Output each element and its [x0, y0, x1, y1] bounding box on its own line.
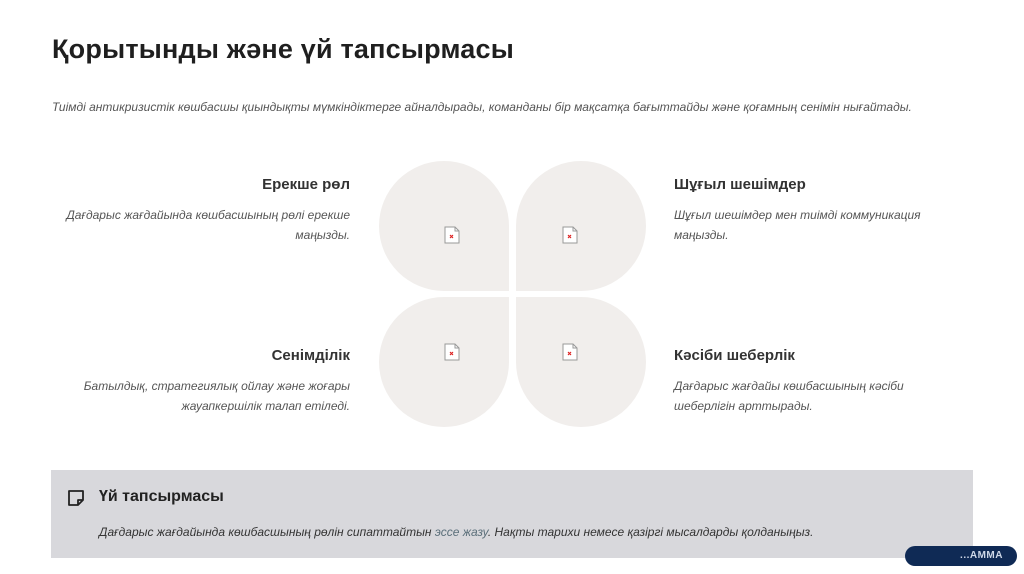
homework-title: Үй тапсырмасы [99, 488, 224, 505]
broken-image-icon [562, 226, 578, 244]
feature-special-role [60, 176, 350, 245]
petal-bottom-right [516, 297, 646, 427]
feature-professional-skill [674, 347, 964, 416]
homework-text [99, 525, 813, 539]
homework-text-end: . Нақты тарихи немесе қазіргі мысалдарды қолданыңыз. [487, 525, 814, 539]
feature-text: Дағдарыс жағдайында көшбасшының рөлі ерекше маңызды. [66, 208, 350, 242]
petal-bottom-left [379, 297, 509, 427]
note-icon [67, 489, 85, 507]
broken-image-icon [444, 226, 460, 244]
petal-top-right [516, 161, 646, 291]
feature-text: Шұғыл шешімдер мен тиімді коммуникация маңызды. [674, 208, 921, 242]
feature-title: Сенімділік [271, 347, 350, 364]
slide-subtitle: Тиімді антикризистік көшбасшы қиындықты мүмкіндіктерге айналдырады, команданы бір мақсатқа бағыттайды және қоғамның сенімін нығайтады. [52, 100, 912, 114]
homework-highlight: эссе жазу [434, 525, 488, 539]
brand-badge [905, 546, 1017, 566]
feature-title: Ерекше рөл [262, 176, 350, 193]
feature-reliability [60, 347, 350, 416]
feature-title: Кәсіби шеберлік [674, 347, 795, 364]
feature-title: Шұғыл шешімдер [674, 176, 806, 193]
brand-label: ...AMMA [960, 550, 1003, 561]
feature-text: Дағдарыс жағдайы көшбасшының кәсіби шеберлігін арттырады. [674, 379, 904, 413]
homework-panel [51, 470, 973, 558]
slide-title: Қорытынды және үй тапсырмасы [52, 34, 514, 64]
homework-text-start: Дағдарыс жағдайында көшбасшының рөлін сипаттайтын [99, 525, 435, 539]
broken-image-icon [444, 343, 460, 361]
feature-text: Батылдық, стратегиялық ойлау және жоғары жауапкершілік талап етіледі. [83, 379, 350, 413]
petal-top-left [379, 161, 509, 291]
feature-urgent-decisions [674, 176, 964, 245]
broken-image-icon [562, 343, 578, 361]
